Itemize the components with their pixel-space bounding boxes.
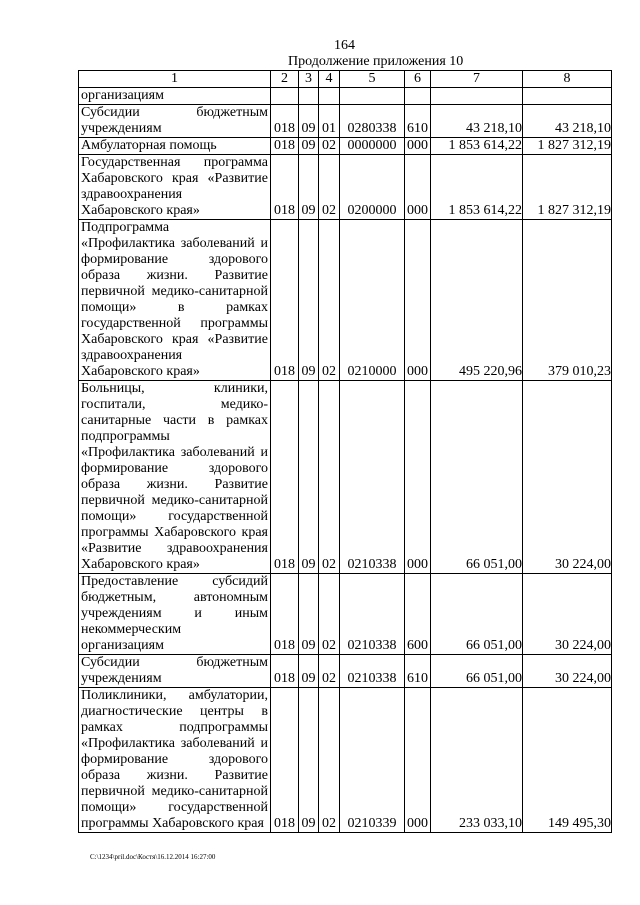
- section-code-cell: 09: [299, 220, 319, 381]
- table-row: [79, 381, 612, 574]
- name-line: помощи» в рамках: [81, 300, 268, 315]
- header-row: [79, 71, 612, 88]
- name-line: формирование здорового: [81, 252, 268, 267]
- name-line: здравоохранения: [81, 348, 183, 363]
- row-name-cell: [79, 655, 271, 688]
- name-line: первичной медико-санитарной: [81, 284, 268, 299]
- section-code-cell: 09: [299, 381, 319, 574]
- subsection-code-cell: 01: [319, 105, 340, 138]
- row-name-cell: [79, 688, 271, 833]
- name-line: Субсидии бюджетным: [81, 655, 268, 670]
- table-row: [79, 88, 612, 105]
- header-col-5: 5: [340, 71, 405, 88]
- name-line: санитарные части в рамках: [81, 413, 268, 428]
- amount-year2-cell: [523, 88, 612, 105]
- name-line: формирование здорового: [81, 752, 268, 767]
- target-article-cell: 0280338: [340, 105, 405, 138]
- file-path-footer: C:\1234\pril.doc\Костя\16.12.2014 16:27:00: [90, 853, 216, 861]
- amount-year2-cell: 30 224,00: [523, 574, 612, 655]
- amount-year2-cell: 30 224,00: [523, 655, 612, 688]
- name-line: «Профилактика заболеваний и: [81, 736, 268, 751]
- name-line: помощи» государственной: [81, 509, 268, 524]
- amount-year1-cell: 66 051,00: [431, 655, 523, 688]
- amount-year1-cell: 495 220,96: [431, 220, 523, 381]
- expense-type-cell: 000: [405, 381, 431, 574]
- amount-year2-cell: 1 827 312,19: [523, 138, 612, 155]
- target-article-cell: 0210338: [340, 655, 405, 688]
- header-col-7: 7: [431, 71, 523, 88]
- table-row: [79, 138, 612, 155]
- table-row: [79, 574, 612, 655]
- name-line: образа жизни. Развитие: [81, 268, 268, 283]
- subsection-code-cell: 02: [319, 688, 340, 833]
- section-code-cell: 09: [299, 574, 319, 655]
- expense-type-cell: 600: [405, 574, 431, 655]
- ministry-code-cell: 018: [271, 220, 299, 381]
- continuation-heading: Продолжение приложения 10: [288, 54, 464, 69]
- row-name-cell: [79, 88, 271, 105]
- section-code-cell: 09: [299, 655, 319, 688]
- name-line: учреждениям: [81, 121, 162, 136]
- amount-year1-cell: 233 033,10: [431, 688, 523, 833]
- row-name-cell: [79, 220, 271, 381]
- section-code-cell: 09: [299, 138, 319, 155]
- name-line: Поликлиники, амбулатории,: [81, 688, 268, 703]
- name-line: Больницы, клиники,: [81, 381, 268, 396]
- header-col-1: 1: [79, 71, 271, 88]
- name-line: программы Хабаровского края: [81, 525, 268, 540]
- amount-year2-cell: 149 495,30: [523, 688, 612, 833]
- target-article-cell: 0210339: [340, 688, 405, 833]
- page-number: 164: [334, 38, 355, 53]
- ministry-code-cell: 018: [271, 105, 299, 138]
- name-line: Подпрограмма: [81, 220, 170, 235]
- name-line: Предоставление субсидий: [81, 574, 268, 589]
- amount-year2-cell: 1 827 312,19: [523, 155, 612, 220]
- row-name-cell: [79, 574, 271, 655]
- name-line: учреждениям: [81, 671, 162, 686]
- table-row: [79, 155, 612, 220]
- table-body: [79, 88, 612, 833]
- amount-year1-cell: 43 218,10: [431, 105, 523, 138]
- name-line: Хабаровского края «Развитие: [81, 171, 268, 186]
- name-line: подпрограммы: [81, 429, 170, 444]
- section-code-cell: 09: [299, 105, 319, 138]
- row-name-cell: [79, 138, 271, 155]
- name-line: диагностические центры в: [81, 704, 268, 719]
- name-line: организациям: [81, 88, 164, 103]
- expense-type-cell: 000: [405, 138, 431, 155]
- subsection-code-cell: 02: [319, 155, 340, 220]
- amount-year1-cell: [431, 88, 523, 105]
- amount-year2-cell: 30 224,00: [523, 381, 612, 574]
- row-name-cell: [79, 155, 271, 220]
- target-article-cell: 0000000: [340, 138, 405, 155]
- name-line: программы Хабаровского края: [81, 816, 264, 831]
- amount-year2-cell: 43 218,10: [523, 105, 612, 138]
- subsection-code-cell: 02: [319, 655, 340, 688]
- name-line: «Развитие здравоохранения: [81, 541, 268, 556]
- table-row: [79, 220, 612, 381]
- amount-year1-cell: 66 051,00: [431, 381, 523, 574]
- name-line: Хабаровского края»: [81, 203, 200, 218]
- target-article-cell: 0210338: [340, 574, 405, 655]
- subsection-code-cell: 02: [319, 138, 340, 155]
- expense-type-cell: 000: [405, 220, 431, 381]
- table-row: [79, 688, 612, 833]
- name-line: Хабаровского края»: [81, 364, 200, 379]
- ministry-code-cell: 018: [271, 138, 299, 155]
- budget-table: [78, 70, 612, 833]
- expense-type-cell: 000: [405, 688, 431, 833]
- name-line: «Профилактика заболеваний и: [81, 236, 268, 251]
- ministry-code-cell: 018: [271, 381, 299, 574]
- name-line: образа жизни. Развитие: [81, 477, 268, 492]
- expense-type-cell: [405, 88, 431, 105]
- header-col-6: 6: [405, 71, 431, 88]
- name-line: бюджетным, автономным: [81, 590, 268, 605]
- name-line: образа жизни. Развитие: [81, 768, 268, 783]
- section-code-cell: [299, 88, 319, 105]
- section-code-cell: 09: [299, 688, 319, 833]
- amount-year1-cell: 66 051,00: [431, 574, 523, 655]
- name-line: «Профилактика заболеваний и: [81, 445, 268, 460]
- amount-year2-cell: 379 010,23: [523, 220, 612, 381]
- subsection-code-cell: [319, 88, 340, 105]
- subsection-code-cell: 02: [319, 381, 340, 574]
- header-col-4: 4: [319, 71, 340, 88]
- ministry-code-cell: 018: [271, 688, 299, 833]
- ministry-code-cell: 018: [271, 155, 299, 220]
- header-col-2: 2: [271, 71, 299, 88]
- table-row: [79, 105, 612, 138]
- ministry-code-cell: [271, 88, 299, 105]
- subsection-code-cell: 02: [319, 220, 340, 381]
- table-row: [79, 655, 612, 688]
- section-code-cell: 09: [299, 155, 319, 220]
- name-line: госпитали, медико-: [81, 397, 268, 412]
- expense-type-cell: 610: [405, 105, 431, 138]
- subsection-code-cell: 02: [319, 574, 340, 655]
- amount-year1-cell: 1 853 614,22: [431, 138, 523, 155]
- name-line: первичной медико-санитарной: [81, 784, 268, 799]
- name-line: первичной медико-санитарной: [81, 493, 268, 508]
- name-line: Амбулаторная помощь: [81, 138, 217, 153]
- name-line: учреждениям и иным: [81, 606, 268, 621]
- expense-type-cell: 000: [405, 155, 431, 220]
- row-name-cell: [79, 105, 271, 138]
- name-line: рамках подпрограммы: [81, 720, 268, 735]
- target-article-cell: 0200000: [340, 155, 405, 220]
- name-line: Хабаровского края»: [81, 557, 200, 572]
- header-col-8: 8: [523, 71, 612, 88]
- target-article-cell: [340, 88, 405, 105]
- ministry-code-cell: 018: [271, 655, 299, 688]
- row-name-cell: [79, 381, 271, 574]
- name-line: здравоохранения: [81, 187, 183, 202]
- amount-year1-cell: 1 853 614,22: [431, 155, 523, 220]
- name-line: некоммерческим: [81, 622, 182, 637]
- name-line: государственной программы: [81, 316, 268, 331]
- target-article-cell: 0210000: [340, 220, 405, 381]
- name-line: Государственная программа: [81, 155, 268, 170]
- target-article-cell: 0210338: [340, 381, 405, 574]
- name-line: Субсидии бюджетным: [81, 105, 268, 120]
- expense-type-cell: 610: [405, 655, 431, 688]
- header-col-3: 3: [299, 71, 319, 88]
- name-line: помощи» государственной: [81, 800, 268, 815]
- name-line: Хабаровского края «Развитие: [81, 332, 268, 347]
- name-line: формирование здорового: [81, 461, 268, 476]
- ministry-code-cell: 018: [271, 574, 299, 655]
- name-line: организациям: [81, 638, 164, 653]
